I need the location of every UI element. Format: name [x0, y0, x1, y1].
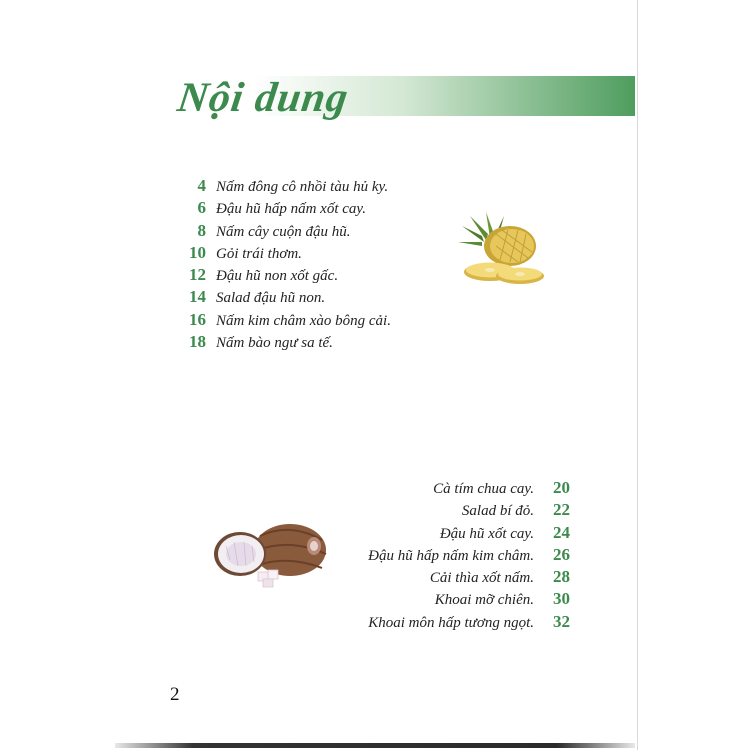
toc-page-number: 26 [553, 544, 570, 564]
toc-page-number: 18 [189, 332, 206, 352]
toc-entry[interactable] [330, 545, 570, 567]
toc-entry-title: Cải thìa xốt nấm. [429, 570, 534, 587]
page-number: 2 [170, 684, 180, 705]
toc-entry-title: Salad đậu hũ non. [216, 290, 326, 307]
toc-page-number: 30 [553, 589, 570, 609]
toc-page-number: 16 [189, 309, 206, 329]
toc-entry[interactable] [170, 265, 450, 287]
toc-entry[interactable] [170, 310, 450, 332]
toc-entry-title: Đậu hũ hấp nấm kim châm. [368, 547, 534, 564]
toc-entry[interactable] [330, 589, 570, 611]
toc-entry-title: Gỏi trái thơm. [216, 245, 302, 262]
toc-entry[interactable] [330, 478, 570, 500]
toc-entry[interactable] [330, 612, 570, 634]
page-bottom-edge [115, 743, 635, 748]
toc-page-number: 12 [189, 265, 206, 285]
toc-page-number: 24 [553, 522, 570, 542]
toc-entry[interactable] [170, 176, 450, 198]
page-edge-line [637, 0, 638, 750]
toc-entry[interactable] [170, 243, 450, 265]
toc-page-number: 14 [189, 287, 206, 307]
toc-right-column [330, 478, 570, 634]
toc-page-number: 22 [553, 500, 570, 520]
toc-entry[interactable] [330, 500, 570, 522]
toc-entry-title: Nấm kim châm xào bông cải. [216, 312, 391, 329]
pineapple-image [456, 212, 548, 292]
toc-entry-title: Salad bí đỏ. [461, 503, 534, 520]
toc-page-number: 6 [197, 198, 206, 218]
toc-entry-title: Nấm bào ngư sa tế. [216, 335, 333, 352]
toc-entry[interactable] [170, 198, 450, 220]
toc-page-number: 4 [197, 176, 206, 195]
toc-entry-title: Nấm đông cô nhồi tàu hủ ky. [216, 179, 389, 195]
toc-page-number: 28 [553, 567, 570, 587]
toc-page-number: 8 [197, 220, 206, 240]
toc-entry[interactable] [330, 523, 570, 545]
toc-entry-title: Khoai môn hấp tương ngọt. [368, 614, 534, 631]
toc-left-column [170, 176, 450, 354]
toc-entry[interactable] [170, 332, 450, 354]
toc-entry[interactable] [330, 567, 570, 589]
toc-entry-title: Khoai mỡ chiên. [434, 592, 534, 609]
toc-entry-title: Đậu hũ hấp nấm xốt cay. [216, 201, 366, 218]
toc-page-number: 20 [553, 478, 570, 497]
taro-image [210, 516, 330, 588]
toc-entry[interactable] [170, 287, 450, 309]
page-title: Nội dung [174, 75, 352, 121]
toc-entry-title: Nấm cây cuộn đậu hũ. [216, 223, 351, 240]
toc-entry-title: Cà tím chua cay. [433, 481, 534, 497]
toc-entry-title: Đậu hũ xốt cay. [439, 525, 534, 542]
toc-entry[interactable] [170, 221, 450, 243]
toc-entry-title: Đậu hũ non xốt gấc. [216, 268, 339, 285]
toc-page-number: 10 [189, 242, 206, 262]
toc-page-number: 32 [553, 611, 570, 631]
